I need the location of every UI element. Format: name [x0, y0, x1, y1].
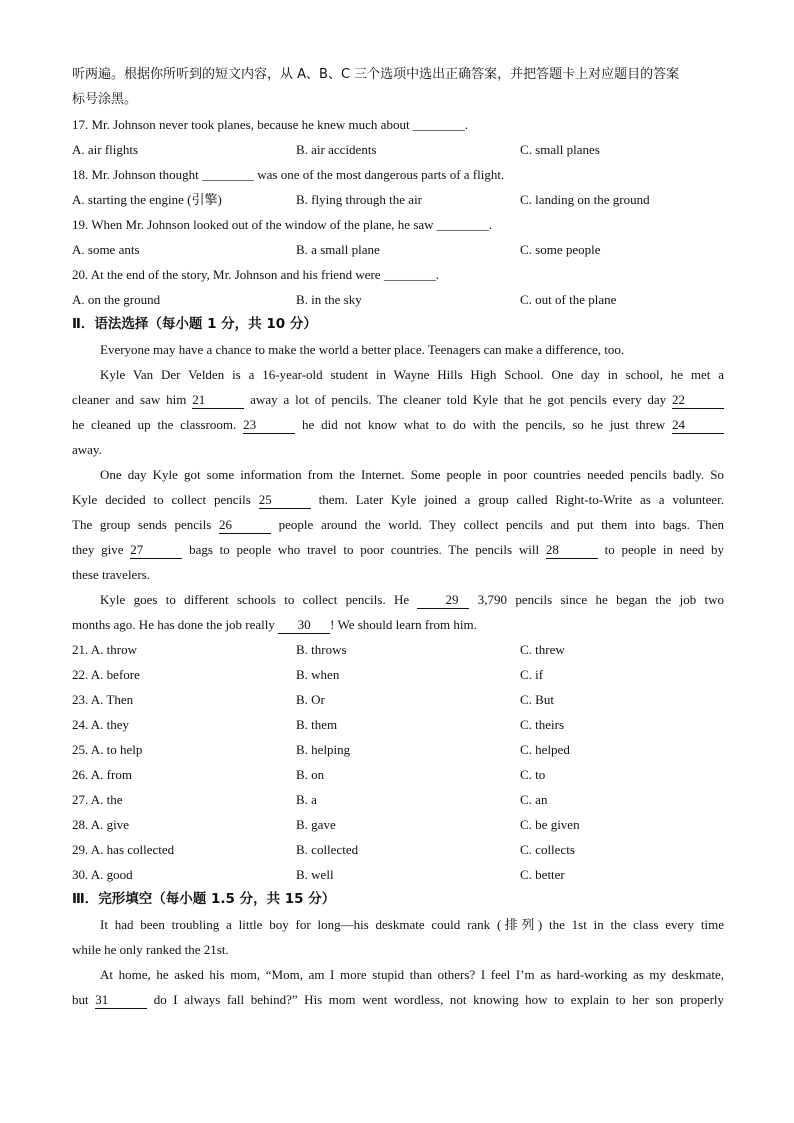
option-b[interactable]: B. on — [296, 767, 325, 782]
option-c[interactable]: C. to — [520, 767, 546, 782]
option-b[interactable]: B. in the sky — [296, 292, 362, 307]
text-run: people around the world. They collect pencils and put them into bags. Then — [278, 517, 724, 532]
text-run: but — [72, 992, 89, 1007]
blank-26[interactable]: 26 — [219, 517, 271, 534]
option-a[interactable]: A. some ants — [72, 242, 140, 257]
option-a[interactable]: 25. A. to help — [72, 742, 143, 757]
options-row-27 — [72, 787, 724, 812]
option-c[interactable]: C. some people — [520, 242, 601, 257]
option-c[interactable]: C. landing on the ground — [520, 192, 650, 207]
options-row-30 — [72, 862, 724, 887]
options-row-24 — [72, 712, 724, 737]
passage-3-para-2-line-1: At home, he asked his mom, “Mom, am I more stupid than others? I feel I’m as hard-working as my deskmate, — [100, 967, 724, 982]
options-row-23 — [72, 687, 724, 712]
passage-2-para-2-line-1: Kyle Van Der Velden is a 16-year-old student in Wayne Hills High School. One day in school, he met a — [100, 367, 724, 382]
option-b[interactable]: B. Or — [296, 692, 325, 707]
passage-3-para-1-line-2: while he only ranked the 21st. — [72, 942, 229, 957]
passage-2-para-3-line-5: these travelers. — [72, 567, 150, 582]
blank-22[interactable]: 22 — [672, 392, 724, 409]
blank-28[interactable]: 28 — [546, 542, 598, 559]
option-a[interactable]: 23. A. Then — [72, 692, 134, 707]
option-b[interactable]: B. well — [296, 867, 334, 882]
option-b[interactable]: B. when — [296, 667, 340, 682]
option-a[interactable]: 27. A. the — [72, 792, 123, 807]
options-row-26 — [72, 762, 724, 787]
passage-2-para-2-line-3 — [72, 412, 724, 437]
text-run: away a lot of pencils. The cleaner told Kyle that he got pencils every day — [250, 392, 667, 407]
option-b[interactable]: B. throws — [296, 642, 347, 657]
option-c[interactable]: C. But — [520, 692, 554, 707]
option-b[interactable]: B. helping — [296, 742, 351, 757]
passage-3-para-2-line-2 — [72, 987, 724, 1012]
options-row-25 — [72, 737, 724, 762]
option-a[interactable]: 24. A. they — [72, 717, 130, 732]
text-run: The group sends pencils — [72, 517, 212, 532]
text-run: months ago. He has done the job really — [72, 617, 275, 632]
text-run: he cleaned up the classroom. — [72, 417, 237, 432]
option-c[interactable]: C. be given — [520, 817, 580, 832]
text-run: do I always fall behind?” His mom went wordless, not knowing how to explain to her son properly — [153, 992, 725, 1007]
option-c[interactable]: C. out of the plane — [520, 292, 617, 307]
passage-2-para-2-line-4: away. — [72, 442, 102, 457]
option-b[interactable]: B. collected — [296, 842, 359, 857]
option-c[interactable]: C. better — [520, 867, 565, 882]
option-b[interactable]: B. a — [296, 792, 317, 807]
option-c[interactable]: C. an — [520, 792, 548, 807]
blank-30[interactable]: 30 — [278, 617, 330, 634]
text-run: 3,790 pencils since he began the job two — [477, 592, 725, 607]
option-a[interactable]: 26. A. from — [72, 767, 132, 782]
exam-page — [72, 62, 724, 1012]
text-run: ! We should learn from him. — [330, 617, 477, 632]
option-b[interactable]: B. them — [296, 717, 338, 732]
option-a[interactable]: 22. A. before — [72, 667, 140, 682]
option-b[interactable]: B. a small plane — [296, 242, 380, 257]
question-17-stem: 17. Mr. Johnson never took planes, because he knew much about ________. — [72, 117, 469, 132]
option-c[interactable]: C. if — [520, 667, 544, 682]
option-b[interactable]: B. gave — [296, 817, 336, 832]
option-a[interactable]: 29. A. has collected — [72, 842, 175, 857]
question-20-options — [72, 287, 724, 312]
question-17-options — [72, 137, 724, 162]
passage-2-para-1: Everyone may have a chance to make the world a better place. Teenagers can make a difference, too. — [100, 342, 625, 357]
blank-27[interactable]: 27 — [130, 542, 182, 559]
passage-2-para-3-line-2 — [72, 487, 724, 512]
options-row-22 — [72, 662, 724, 687]
option-a[interactable]: 30. A. good — [72, 867, 133, 882]
option-a[interactable]: A. on the ground — [72, 292, 161, 307]
text-run: they give — [72, 542, 124, 557]
options-row-29 — [72, 837, 724, 862]
option-c[interactable]: C. theirs — [520, 717, 565, 732]
text-run: bags to people who travel to poor countries. The pencils will — [189, 542, 540, 557]
question-18-stem: 18. Mr. Johnson thought ________ was one of the most dangerous parts of a flight. — [72, 167, 505, 182]
blank-31[interactable]: 31 — [95, 992, 147, 1009]
passage-2-para-3-line-4 — [72, 537, 724, 562]
option-a[interactable]: A. starting the engine (引擎) — [72, 192, 222, 207]
options-row-21 — [72, 637, 724, 662]
passage-2-para-3-line-1: One day Kyle got some information from the Internet. Some people in poor countries needed pencils badly. So — [100, 467, 724, 482]
question-20-stem: 20. At the end of the story, Mr. Johnson and his friend were ________. — [72, 267, 440, 282]
option-b[interactable]: B. flying through the air — [296, 192, 423, 207]
instruction-line-1: 听两遍。根据你所听到的短文内容，从 A、B、C 三个选项中选出正确答案，并把答题卡上对应题目的答案 — [72, 67, 680, 82]
question-18-options — [72, 187, 724, 212]
passage-2-para-4-line-2 — [72, 612, 724, 637]
option-a[interactable]: A. air flights — [72, 142, 139, 157]
section-2-heading: Ⅱ．语法选择（每小题 1 分，共 10 分） — [72, 316, 317, 332]
blank-23[interactable]: 23 — [243, 417, 295, 434]
option-b[interactable]: B. air accidents — [296, 142, 377, 157]
passage-3-para-1-line-1: It had been troubling a little boy for long—his deskmate could rank (排列) the 1st in the class every time — [100, 917, 724, 932]
question-19-stem: 19. When Mr. Johnson looked out of the window of the plane, he saw ________. — [72, 217, 493, 232]
option-c[interactable]: C. collects — [520, 842, 575, 857]
text-run: Kyle decided to collect pencils — [72, 492, 251, 507]
section-3-heading: Ⅲ．完形填空（每小题 1.5 分，共 15 分） — [72, 891, 336, 907]
option-a[interactable]: 21. A. throw — [72, 642, 137, 657]
passage-2-para-2-line-2 — [72, 387, 724, 412]
option-c[interactable]: C. small planes — [520, 142, 600, 157]
question-19-options — [72, 237, 724, 262]
text-run: cleaner and saw him — [72, 392, 187, 407]
blank-21[interactable]: 21 — [192, 392, 244, 409]
passage-2-para-3-line-3 — [72, 512, 724, 537]
option-a[interactable]: 28. A. give — [72, 817, 130, 832]
blank-25[interactable]: 25 — [259, 492, 311, 509]
instruction-line-2: 标号涂黑。 — [72, 92, 138, 107]
text-run: he did not know what to do with the pencils, so he just threw — [301, 417, 666, 432]
option-c[interactable]: C. threw — [520, 642, 565, 657]
text-run: them. Later Kyle joined a group called Right-to-Write as a volunteer. — [318, 492, 724, 507]
option-c[interactable]: C. helped — [520, 742, 570, 757]
blank-24[interactable]: 24 — [672, 417, 724, 434]
options-row-28 — [72, 812, 724, 837]
blank-29[interactable]: 29 — [417, 592, 469, 609]
text-run: to people in need by — [604, 542, 725, 557]
text-run: Kyle goes to different schools to collect pencils. He — [100, 592, 410, 607]
passage-2-para-4-line-1 — [72, 587, 724, 612]
